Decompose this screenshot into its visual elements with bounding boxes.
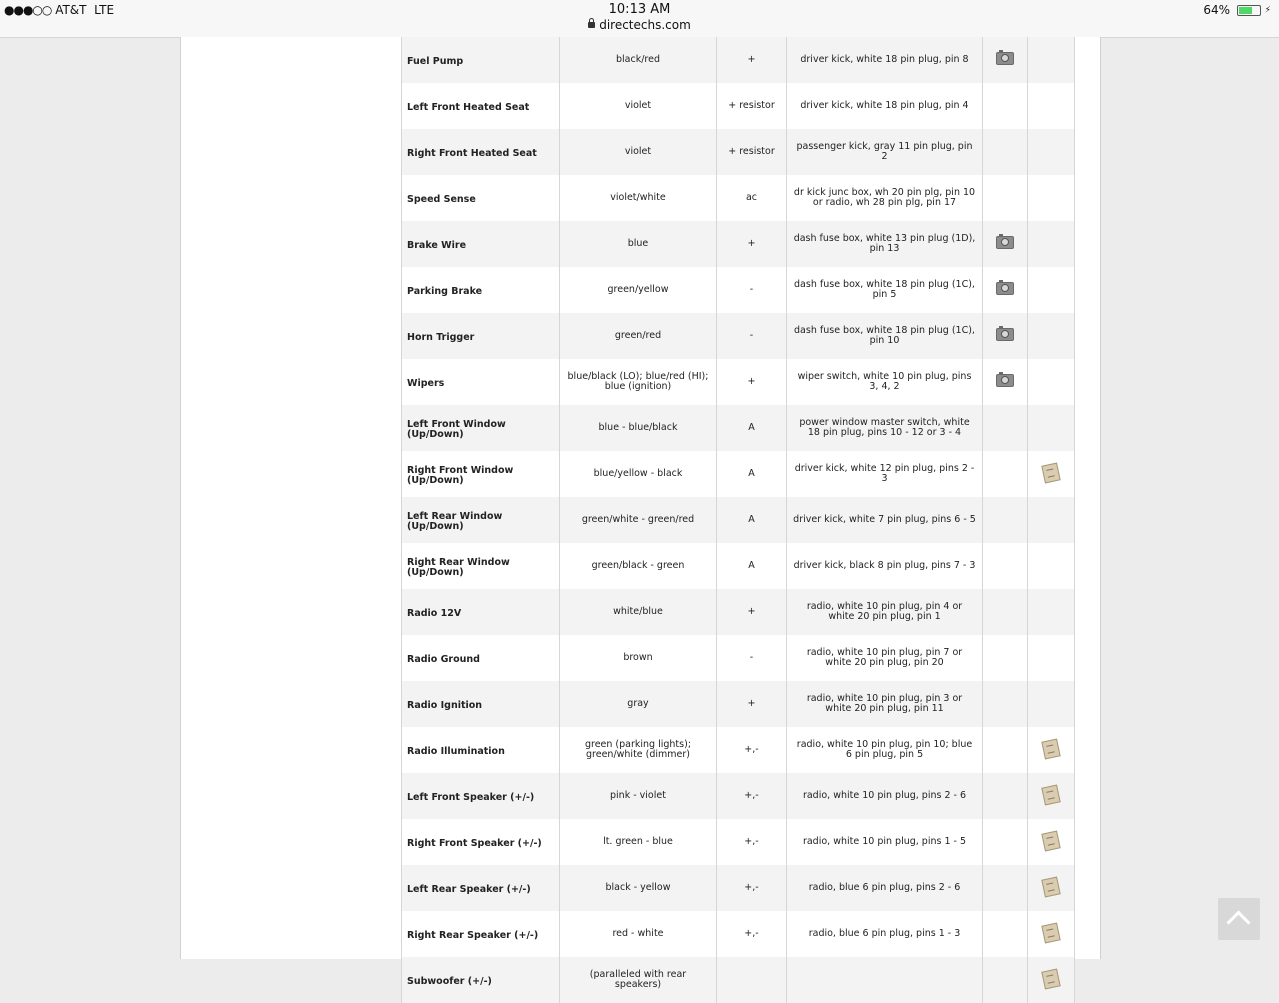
table-row xyxy=(402,543,1075,589)
wire-color-cell: red - white xyxy=(560,911,717,957)
camera-icon[interactable] xyxy=(996,328,1014,341)
photo-cell xyxy=(983,175,1028,221)
note-cell xyxy=(1028,175,1075,221)
function-cell: Parking Brake xyxy=(402,267,560,313)
battery-level xyxy=(1239,7,1252,14)
table-row xyxy=(402,911,1075,957)
photo-cell xyxy=(983,589,1028,635)
note-cell xyxy=(1028,267,1075,313)
note-icon[interactable] xyxy=(1041,784,1060,805)
photo-cell xyxy=(983,497,1028,543)
polarity-cell: +,- xyxy=(717,727,787,773)
polarity-cell: - xyxy=(717,635,787,681)
wire-color-cell: violet/white xyxy=(560,175,717,221)
table-row xyxy=(402,865,1075,911)
polarity-cell: - xyxy=(717,267,787,313)
wire-color-cell: black/red xyxy=(560,37,717,83)
note-cell xyxy=(1028,405,1075,451)
location-cell: radio, white 10 pin plug, pin 4 or white 20 pin plug, pin 1 xyxy=(787,589,983,635)
location-cell: radio, blue 6 pin plug, pins 2 - 6 xyxy=(787,865,983,911)
polarity-cell: + xyxy=(717,221,787,267)
wire-color-cell: violet xyxy=(560,83,717,129)
table-row xyxy=(402,497,1075,543)
table-row xyxy=(402,313,1075,359)
note-cell xyxy=(1028,497,1075,543)
function-cell: Left Front Speaker (+/-) xyxy=(402,773,560,819)
wire-color-cell: violet xyxy=(560,129,717,175)
photo-cell xyxy=(983,129,1028,175)
polarity-cell xyxy=(717,957,787,1003)
camera-icon[interactable] xyxy=(996,236,1014,249)
wire-color-cell: green/black - green xyxy=(560,543,717,589)
wire-color-cell: gray xyxy=(560,681,717,727)
table-row xyxy=(402,83,1075,129)
function-cell: Radio Ignition xyxy=(402,681,560,727)
location-cell: radio, white 10 pin plug, pins 2 - 6 xyxy=(787,773,983,819)
wire-color-cell: blue/yellow - black xyxy=(560,451,717,497)
photo-cell[interactable] xyxy=(983,37,1028,83)
function-cell: Right Rear Speaker (+/-) xyxy=(402,911,560,957)
wire-color-cell: blue - blue/black xyxy=(560,405,717,451)
wire-color-cell: lt. green - blue xyxy=(560,819,717,865)
wire-color-cell: white/blue xyxy=(560,589,717,635)
function-cell: Right Front Window (Up/Down) xyxy=(402,451,560,497)
polarity-cell: A xyxy=(717,543,787,589)
location-cell: wiper switch, white 10 pin plug, pins 3, 4, 2 xyxy=(787,359,983,405)
photo-cell xyxy=(983,957,1028,1003)
function-cell: Radio 12V xyxy=(402,589,560,635)
photo-cell[interactable] xyxy=(983,359,1028,405)
carrier-name: AT&T xyxy=(55,3,87,17)
network-type: LTE xyxy=(94,3,115,17)
note-icon[interactable] xyxy=(1041,968,1060,989)
battery-percent: 64% xyxy=(1203,3,1231,17)
table-row xyxy=(402,635,1075,681)
location-cell: driver kick, white 18 pin plug, pin 4 xyxy=(787,83,983,129)
note-cell[interactable] xyxy=(1028,451,1075,497)
table-row xyxy=(402,267,1075,313)
function-cell: Speed Sense xyxy=(402,175,560,221)
battery-info xyxy=(1203,3,1271,17)
wire-color-cell: brown xyxy=(560,635,717,681)
polarity-cell: + xyxy=(717,359,787,405)
polarity-cell: A xyxy=(717,497,787,543)
function-cell: Right Front Speaker (+/-) xyxy=(402,819,560,865)
location-cell: dash fuse box, white 18 pin plug (1C), pin 5 xyxy=(787,267,983,313)
location-cell: driver kick, white 7 pin plug, pins 6 - 5 xyxy=(787,497,983,543)
function-cell: Radio Ground xyxy=(402,635,560,681)
function-cell: Fuel Pump xyxy=(402,37,560,83)
note-cell xyxy=(1028,543,1075,589)
location-cell: radio, white 10 pin plug, pins 1 - 5 xyxy=(787,819,983,865)
scroll-to-top-button[interactable] xyxy=(1218,898,1260,940)
table-row xyxy=(402,819,1075,865)
camera-icon[interactable] xyxy=(996,374,1014,387)
lock-icon xyxy=(588,22,595,28)
battery-icon xyxy=(1237,5,1261,16)
polarity-cell: ac xyxy=(717,175,787,221)
polarity-cell: + xyxy=(717,681,787,727)
photo-cell xyxy=(983,405,1028,451)
photo-cell xyxy=(983,727,1028,773)
location-cell: dash fuse box, white 18 pin plug (1C), pin 10 xyxy=(787,313,983,359)
photo-cell[interactable] xyxy=(983,267,1028,313)
location-cell: driver kick, white 12 pin plug, pins 2 - 3 xyxy=(787,451,983,497)
wiring-table xyxy=(401,37,1075,1003)
photo-cell xyxy=(983,83,1028,129)
photo-cell xyxy=(983,819,1028,865)
location-cell: radio, white 10 pin plug, pin 3 or white 20 pin plug, pin 11 xyxy=(787,681,983,727)
function-cell: Left Front Heated Seat xyxy=(402,83,560,129)
note-cell xyxy=(1028,589,1075,635)
note-cell[interactable] xyxy=(1028,819,1075,865)
table-row xyxy=(402,359,1075,405)
location-cell: passenger kick, gray 11 pin plug, pin 2 xyxy=(787,129,983,175)
location-cell: radio, blue 6 pin plug, pins 1 - 3 xyxy=(787,911,983,957)
table-row xyxy=(402,221,1075,267)
photo-cell xyxy=(983,635,1028,681)
table-row xyxy=(402,681,1075,727)
function-cell: Horn Trigger xyxy=(402,313,560,359)
address-bar[interactable] xyxy=(0,18,1279,32)
wire-color-cell: green/white - green/red xyxy=(560,497,717,543)
note-icon[interactable] xyxy=(1041,462,1060,483)
location-cell: dash fuse box, white 13 pin plug (1D), pin 13 xyxy=(787,221,983,267)
wire-color-cell: black - yellow xyxy=(560,865,717,911)
location-cell: driver kick, black 8 pin plug, pins 7 - 3 xyxy=(787,543,983,589)
note-cell[interactable] xyxy=(1028,911,1075,957)
polarity-cell: - xyxy=(717,313,787,359)
wire-color-cell: (paralleled with rear speakers) xyxy=(560,957,717,1003)
url-text: directechs.com xyxy=(599,18,691,32)
camera-icon[interactable] xyxy=(996,282,1014,295)
polarity-cell: +,- xyxy=(717,865,787,911)
function-cell: Brake Wire xyxy=(402,221,560,267)
location-cell: power window master switch, white 18 pin plug, pins 10 - 12 or 3 - 4 xyxy=(787,405,983,451)
photo-cell xyxy=(983,543,1028,589)
polarity-cell: + xyxy=(717,589,787,635)
note-cell[interactable] xyxy=(1028,727,1075,773)
wire-color-cell: pink - violet xyxy=(560,773,717,819)
location-cell: radio, white 10 pin plug, pin 7 or white 20 pin plug, pin 20 xyxy=(787,635,983,681)
function-cell: Right Rear Window (Up/Down) xyxy=(402,543,560,589)
table-row xyxy=(402,405,1075,451)
note-icon[interactable] xyxy=(1041,922,1060,943)
wire-color-cell: green (parking lights); green/white (dimmer) xyxy=(560,727,717,773)
location-cell: radio, white 10 pin plug, pin 10; blue 6 pin plug, pin 5 xyxy=(787,727,983,773)
photo-cell[interactable] xyxy=(983,221,1028,267)
polarity-cell: +,- xyxy=(717,911,787,957)
note-icon[interactable] xyxy=(1041,876,1060,897)
photo-cell xyxy=(983,773,1028,819)
function-cell: Radio Illumination xyxy=(402,727,560,773)
camera-icon[interactable] xyxy=(996,52,1014,65)
table-row xyxy=(402,451,1075,497)
polarity-cell: + resistor xyxy=(717,129,787,175)
function-cell: Left Front Window (Up/Down) xyxy=(402,405,560,451)
function-cell: Wipers xyxy=(402,359,560,405)
table-row xyxy=(402,957,1075,1003)
note-cell xyxy=(1028,359,1075,405)
polarity-cell: + resistor xyxy=(717,83,787,129)
wire-color-cell: green/red xyxy=(560,313,717,359)
note-cell xyxy=(1028,37,1075,83)
photo-cell xyxy=(983,681,1028,727)
table-row xyxy=(402,773,1075,819)
clock: 10:13 AM xyxy=(608,2,671,17)
charging-icon: ⚡ xyxy=(1264,5,1271,16)
chevron-up-icon xyxy=(1226,910,1250,934)
function-cell: Left Rear Window (Up/Down) xyxy=(402,497,560,543)
note-cell xyxy=(1028,313,1075,359)
note-cell xyxy=(1028,635,1075,681)
function-cell: Left Rear Speaker (+/-) xyxy=(402,865,560,911)
note-cell xyxy=(1028,221,1075,267)
table-row xyxy=(402,129,1075,175)
note-cell[interactable] xyxy=(1028,773,1075,819)
note-cell[interactable] xyxy=(1028,865,1075,911)
note-cell xyxy=(1028,681,1075,727)
note-icon[interactable] xyxy=(1041,738,1060,759)
photo-cell xyxy=(983,865,1028,911)
polarity-cell: +,- xyxy=(717,773,787,819)
ios-status-bar xyxy=(0,0,1279,38)
table-row xyxy=(402,727,1075,773)
note-cell[interactable] xyxy=(1028,957,1075,1003)
wire-color-cell: blue xyxy=(560,221,717,267)
polarity-cell: A xyxy=(717,451,787,497)
table-row xyxy=(402,37,1075,83)
photo-cell xyxy=(983,451,1028,497)
note-cell xyxy=(1028,83,1075,129)
location-cell: driver kick, white 18 pin plug, pin 8 xyxy=(787,37,983,83)
location-cell: dr kick junc box, wh 20 pin plg, pin 10 or radio, wh 28 pin plg, pin 17 xyxy=(787,175,983,221)
location-cell xyxy=(787,957,983,1003)
note-icon[interactable] xyxy=(1041,830,1060,851)
table-row xyxy=(402,589,1075,635)
wire-color-cell: blue/black (LO); blue/red (HI); blue (ignition) xyxy=(560,359,717,405)
polarity-cell: + xyxy=(717,37,787,83)
note-cell xyxy=(1028,129,1075,175)
polarity-cell: A xyxy=(717,405,787,451)
wire-color-cell: green/yellow xyxy=(560,267,717,313)
function-cell: Right Front Heated Seat xyxy=(402,129,560,175)
table-row xyxy=(402,175,1075,221)
polarity-cell: +,- xyxy=(717,819,787,865)
function-cell: Subwoofer (+/-) xyxy=(402,957,560,1003)
photo-cell[interactable] xyxy=(983,313,1028,359)
signal-strength-icon: ●●●○○ xyxy=(4,3,52,17)
photo-cell xyxy=(983,911,1028,957)
